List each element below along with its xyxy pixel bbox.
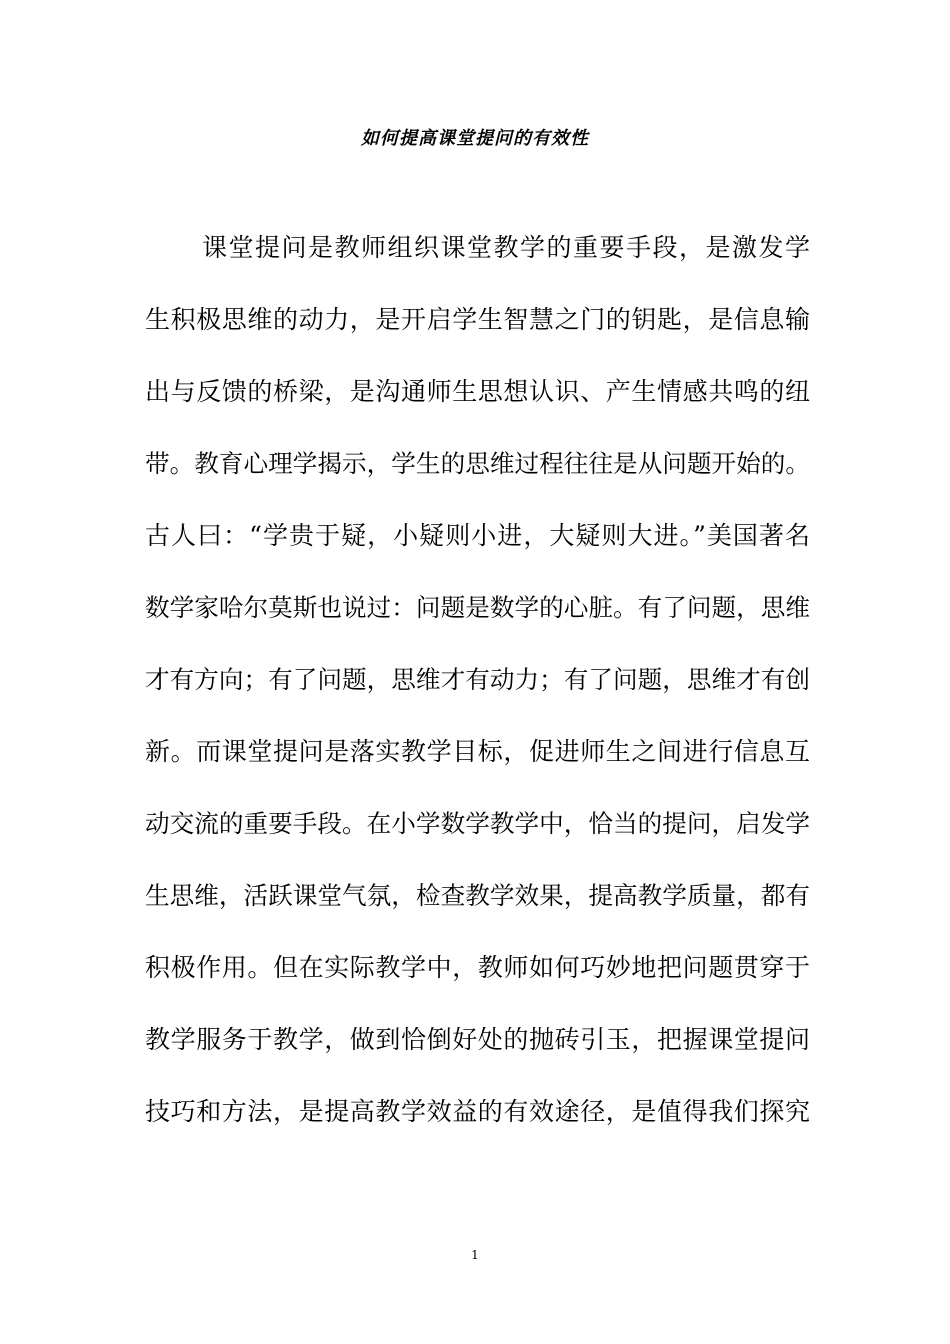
- page-number: 1: [471, 1248, 479, 1262]
- paragraph-line: 积极作用。但在实际教学中，教师如何巧妙地把问题贯穿于: [145, 953, 810, 982]
- document-title: 如何提高课堂提问的有效性: [361, 128, 589, 149]
- paragraph-line: 出与反馈的桥梁，是沟通师生思想认识、产生情感共鸣的纽: [145, 377, 810, 406]
- paragraph-line: 才有方向；有了问题，思维才有动力；有了问题，思维才有创: [145, 665, 810, 694]
- paragraph-line: 动交流的重要手段。在小学数学教学中，恰当的提问，启发学: [145, 809, 810, 838]
- paragraph-line: 古人曰：“学贵于疑，小疑则小进，大疑则大进。”美国著名: [145, 521, 810, 550]
- paragraph-line: 生积极思维的动力，是开启学生智慧之门的钥匙，是信息输: [145, 305, 810, 334]
- paragraph-line: 生思维，活跃课堂气氛，检查教学效果，提高教学质量，都有: [145, 881, 810, 910]
- paragraph-line: 数学家哈尔莫斯也说过：问题是数学的心脏。有了问题，思维: [145, 593, 810, 622]
- paragraph-line: 教学服务于教学，做到恰倒好处的抛砖引玉，把握课堂提问: [145, 1025, 810, 1054]
- paragraph-line: 技巧和方法，是提高教学效益的有效途径，是值得我们探究: [145, 1097, 810, 1126]
- paragraph-line: 课堂提问是教师组织课堂教学的重要手段，是激发学: [202, 233, 810, 262]
- paragraph-line: 新。而课堂提问是落实教学目标，促进师生之间进行信息互: [145, 737, 810, 766]
- paragraph-line: 带。教育心理学揭示，学生的思维过程往往是从问题开始的。: [145, 449, 810, 478]
